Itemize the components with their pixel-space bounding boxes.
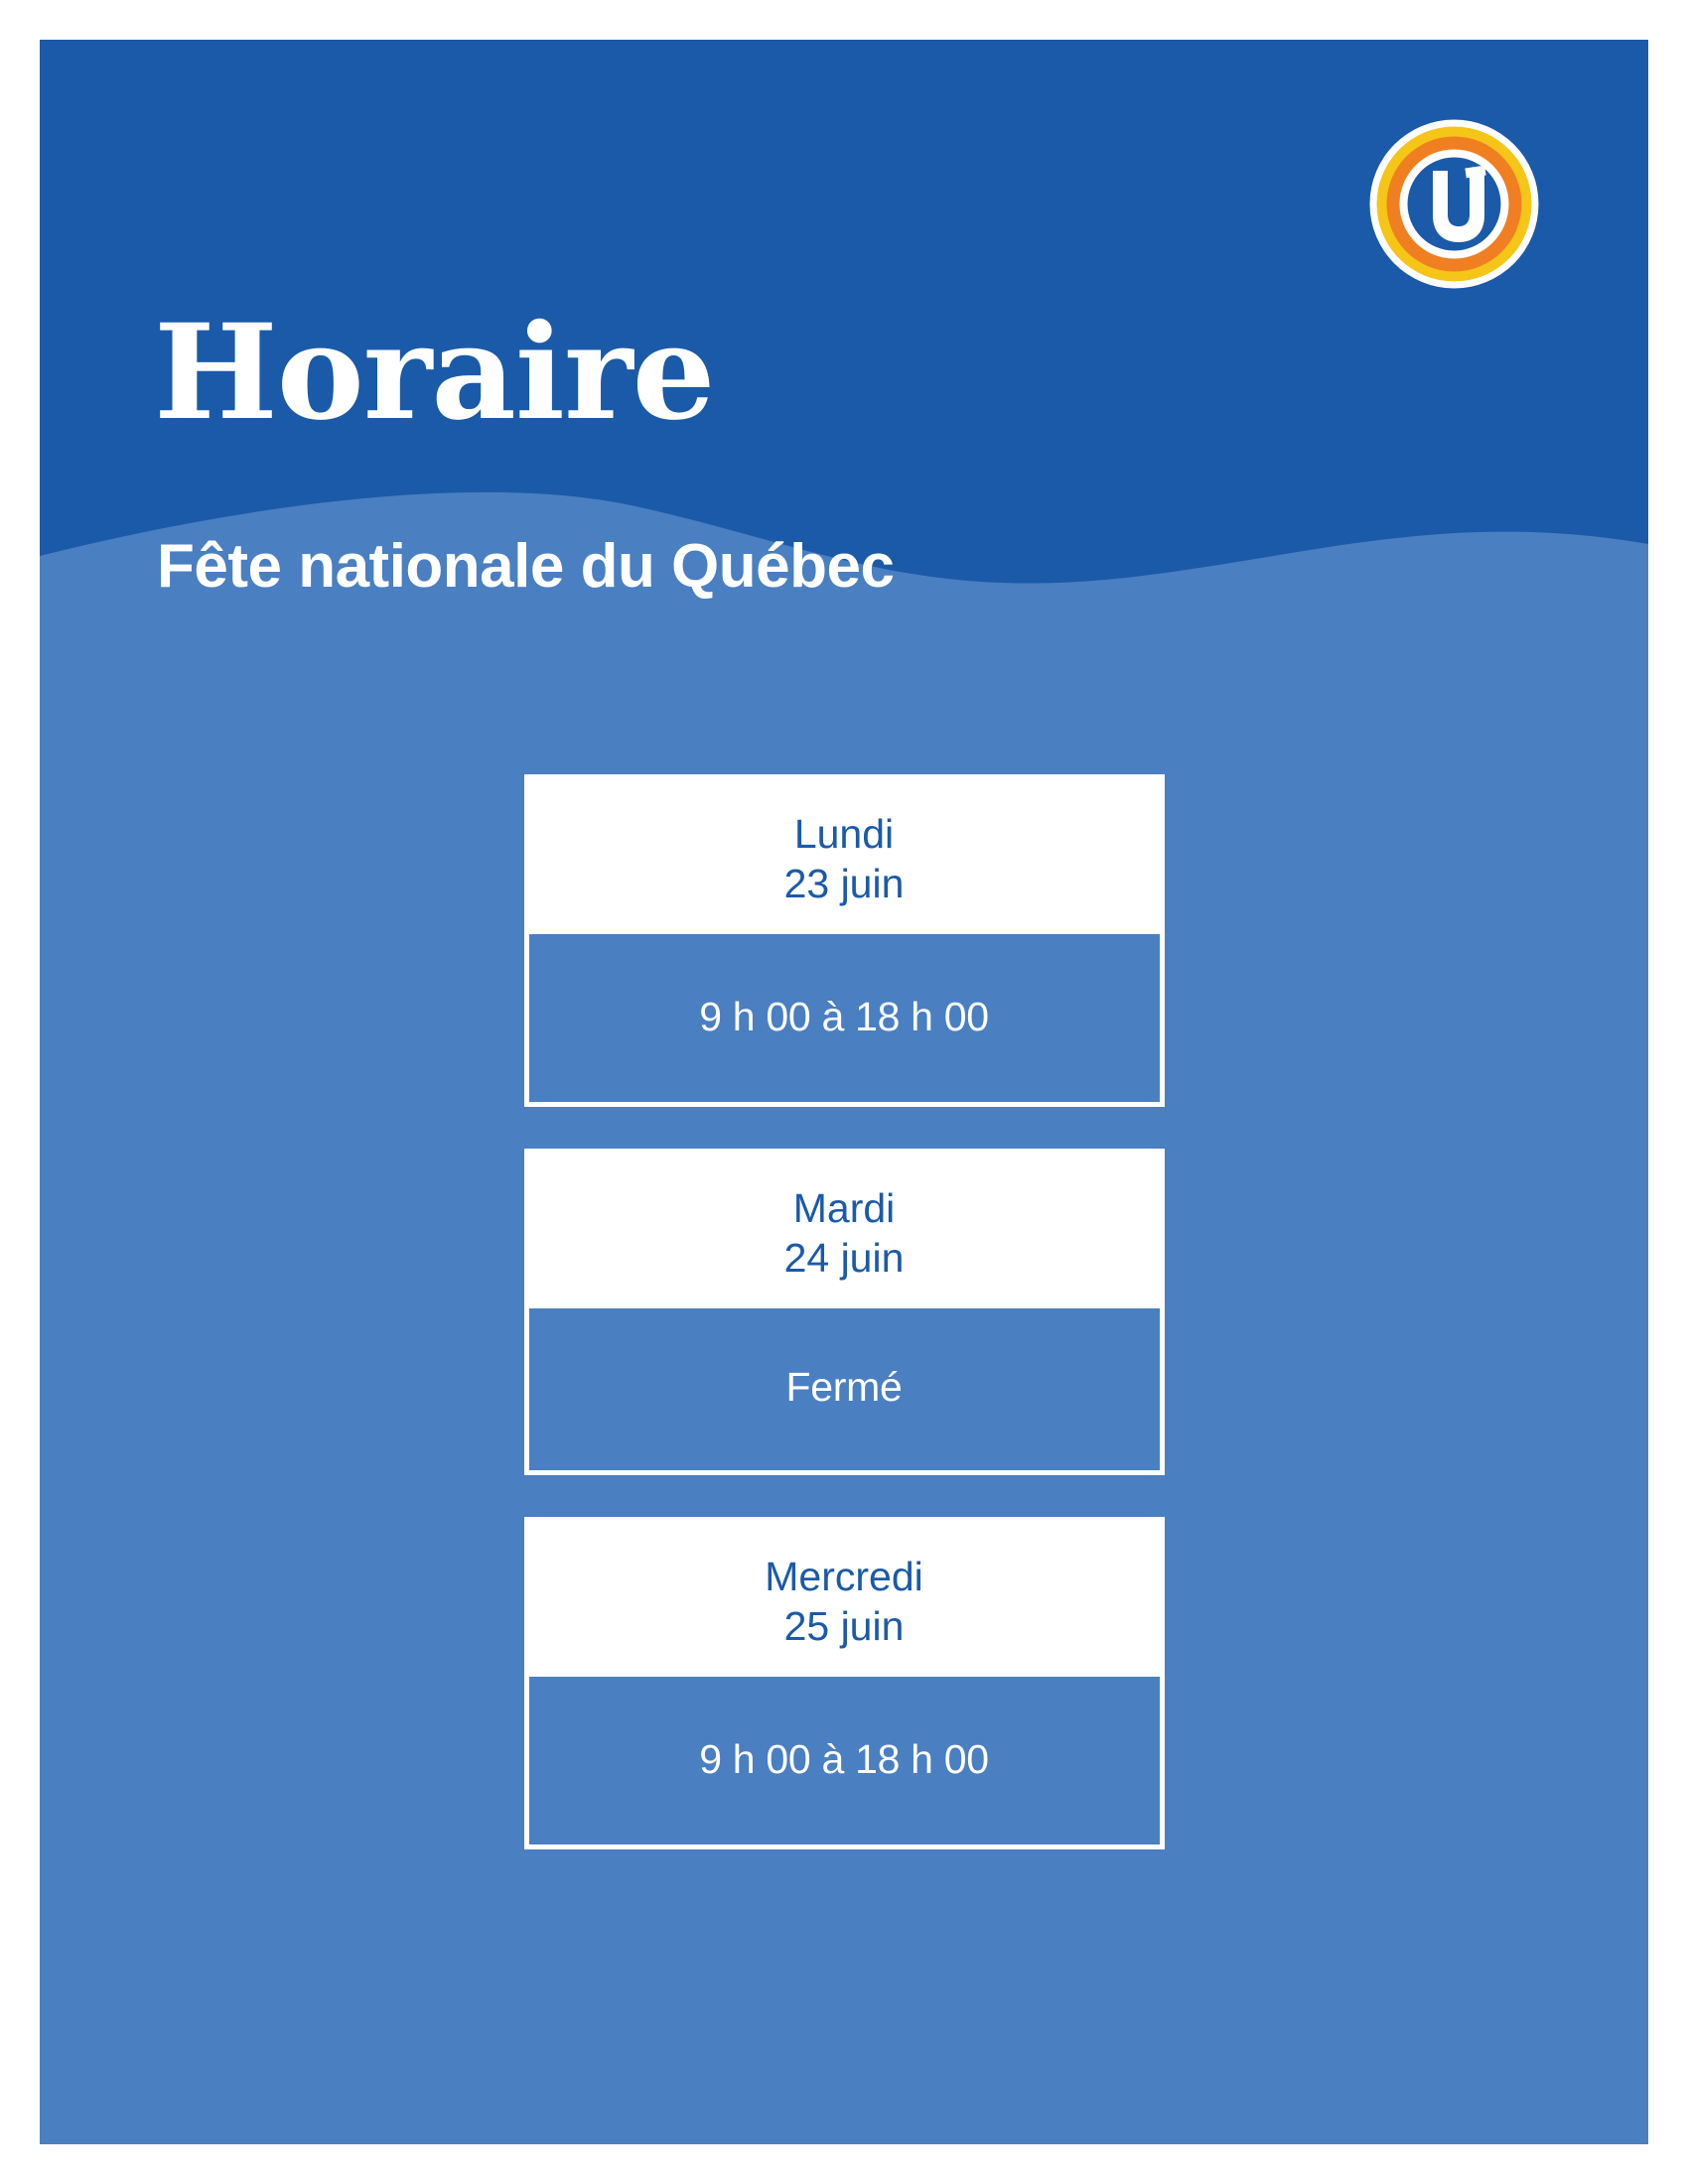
day-hours: 9 h 00 à 18 h 00: [529, 934, 1160, 1102]
day-name: Mardi: [792, 1185, 896, 1232]
day-hours: Fermé: [529, 1308, 1160, 1470]
day-date: 24 juin: [783, 1235, 905, 1282]
day-date: 25 juin: [783, 1603, 905, 1650]
schedule-poster: [40, 40, 1648, 2144]
day-hours: 9 h 00 à 18 h 00: [529, 1677, 1160, 1844]
day-name: Mercredi: [765, 1554, 923, 1600]
schedule-day-card: [524, 1517, 1165, 1849]
day-header: [529, 779, 1160, 934]
page-subtitle: Fête nationale du Québec: [157, 532, 895, 601]
day-name: Lundi: [793, 811, 895, 857]
schedule-list: [40, 774, 1648, 1891]
day-header: [529, 1522, 1160, 1677]
page-title: Horaire: [154, 296, 715, 450]
poster-header: [40, 40, 1648, 695]
day-date: 23 juin: [783, 861, 905, 907]
day-header: [529, 1154, 1160, 1308]
schedule-day-card: [524, 774, 1165, 1107]
schedule-day-card: [524, 1149, 1165, 1475]
